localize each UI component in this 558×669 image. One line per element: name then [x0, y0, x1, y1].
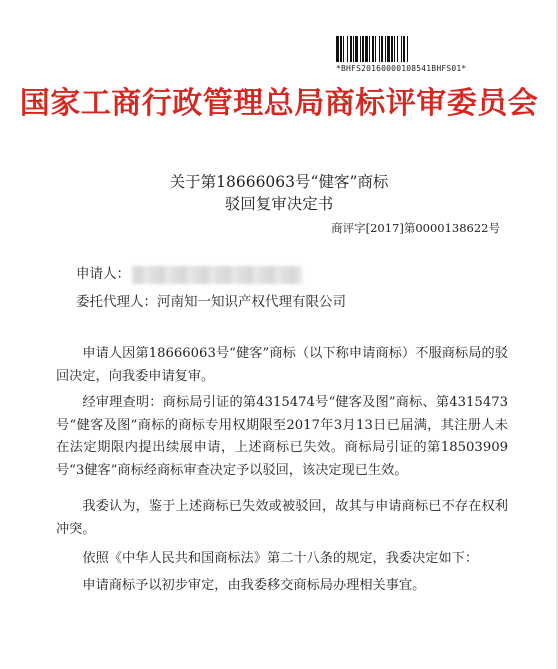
agent-label: 委托代理人：: [76, 294, 157, 310]
organization-title: 国家工商行政管理总局商标评审委员会: [19, 86, 539, 121]
applicant-line: [76, 262, 302, 284]
document-title-line2: 驳回复审决定书: [224, 195, 334, 213]
applicant-label: 申请人：: [76, 266, 130, 282]
reference-number: 商评字[2017]第0000138622号: [331, 221, 500, 235]
paragraph-findings: 经审理查明：商标局引证的第4315474号“健客及图”商标、第4315473号“健客及图”商标的商标专用权期限至2017年3月13日已届满，其注册人未在法定期限内提出续展申请，上述商标已失效。商标局引证的第18503909号“3健客”商标经商标审查决定予以驳回，该决定现已生效。: [56, 395, 508, 478]
agent-line: [76, 290, 346, 310]
document-title-line1: 关于第18666063号“健客”商标: [169, 173, 389, 191]
barcode-block: [336, 36, 486, 73]
applicant-name-redacted: [132, 266, 302, 284]
barcode-bar: [408, 36, 411, 62]
paragraph-opinion: 我委认为，鉴于上述商标已失效或被驳回，故其与申请商标已不存在权利冲突。: [56, 499, 508, 537]
agent-name: 河南知一知识产权代理有限公司: [157, 294, 346, 310]
barcode-image: [336, 36, 486, 62]
paragraph-decision: 申请商标予以初步审定，由我委移交商标局办理相关事宜。: [82, 578, 426, 593]
paragraph-legal-basis: 依照《中华人民共和国商标法》第二十八条的规定，我委决定如下：: [82, 551, 479, 566]
paragraph-request: 申请人因第18666063号“健客”商标（以下称申请商标）不服商标局的驳回决定，向我委申请复审。: [56, 346, 508, 384]
barcode-caption: *BHFS20160000108541BHFS01*: [336, 64, 467, 73]
